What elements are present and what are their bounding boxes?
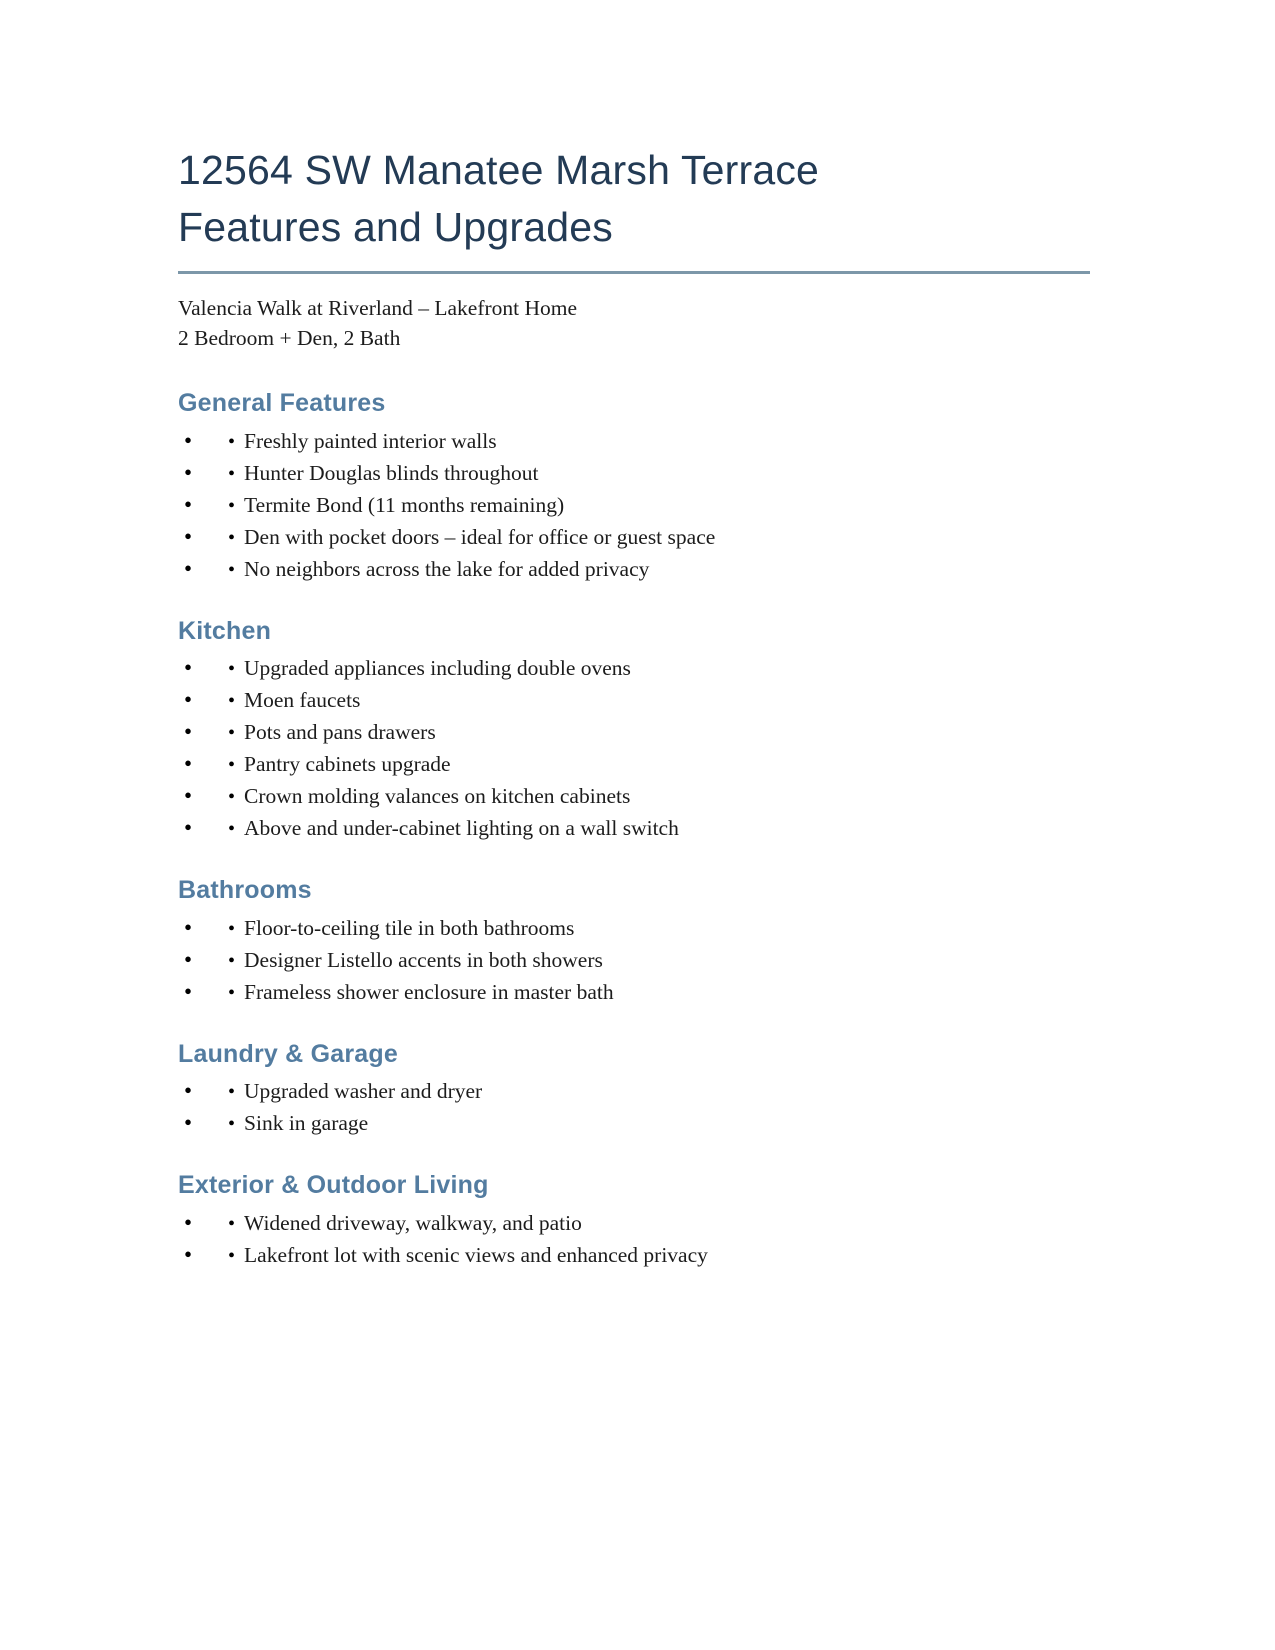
section-laundry-garage <box>178 1041 1090 1136</box>
list-item <box>178 1209 1090 1235</box>
inner-bullet-icon: • <box>228 462 236 485</box>
list-item <box>178 946 1090 972</box>
section-heading-bathrooms: Bathrooms <box>178 876 312 905</box>
inner-bullet-icon: • <box>228 1212 236 1235</box>
list-item-text: Termite Bond (11 months remaining) <box>244 492 565 517</box>
bullet-icon: • <box>184 751 193 777</box>
list-item-text: Above and under-cabinet lighting on a wall switch <box>244 816 679 841</box>
bullet-icon: • <box>184 946 193 972</box>
inner-bullet-icon: • <box>228 722 236 745</box>
list-item <box>178 1078 1090 1104</box>
list-item <box>178 491 1090 517</box>
section-kitchen <box>178 618 1090 841</box>
bullet-icon: • <box>184 1078 193 1104</box>
list-item-text: Floor-to-ceiling tile in both bathrooms <box>244 915 575 940</box>
list-item <box>178 555 1090 581</box>
inner-bullet-icon: • <box>228 430 236 453</box>
list-item-text: Upgraded appliances including double ovens <box>244 656 631 681</box>
list-item-text: Frameless shower enclosure in master bath <box>244 979 614 1004</box>
bullet-icon: • <box>184 459 193 485</box>
list-item <box>178 783 1090 809</box>
inner-bullet-icon: • <box>228 818 236 841</box>
bullet-icon: • <box>184 687 193 713</box>
section-general-features <box>178 390 1090 581</box>
bullet-icon: • <box>184 427 193 453</box>
bullet-icon: • <box>184 815 193 841</box>
list-item <box>178 1241 1090 1267</box>
feature-list <box>178 1078 1090 1136</box>
inner-bullet-icon: • <box>228 494 236 517</box>
list-item <box>178 978 1090 1004</box>
document-subtitle <box>178 293 1090 353</box>
bullet-icon: • <box>184 719 193 745</box>
list-item-text: Pantry cabinets upgrade <box>244 752 451 777</box>
page-title <box>178 142 1090 274</box>
list-item <box>178 523 1090 549</box>
list-item-text: Lakefront lot with scenic views and enhanced privacy <box>244 1242 708 1267</box>
bullet-icon: • <box>184 783 193 809</box>
list-item-text: Pots and pans drawers <box>244 720 436 745</box>
inner-bullet-icon: • <box>228 558 236 581</box>
page-title-line1: 12564 SW Manatee Marsh Terrace <box>178 147 820 193</box>
list-item <box>178 914 1090 940</box>
section-heading-laundry-garage: Laundry & Garage <box>178 1039 398 1068</box>
list-item <box>178 687 1090 713</box>
inner-bullet-icon: • <box>228 1113 236 1136</box>
page-title-line2: Features and Upgrades <box>178 203 613 250</box>
inner-bullet-icon: • <box>228 754 236 777</box>
list-item <box>178 459 1090 485</box>
list-item-text: Freshly painted interior walls <box>244 428 497 453</box>
inner-bullet-icon: • <box>228 1081 236 1104</box>
list-item <box>178 751 1090 777</box>
subtitle-community: Valencia Walk at Riverland – Lakefront Home <box>178 296 578 321</box>
list-item-text: Crown molding valances on kitchen cabinets <box>244 784 631 809</box>
list-item-text: Upgraded washer and dryer <box>244 1079 483 1104</box>
bullet-icon: • <box>184 1110 193 1136</box>
inner-bullet-icon: • <box>228 690 236 713</box>
bullet-icon: • <box>184 523 193 549</box>
feature-list <box>178 914 1090 1004</box>
bullet-icon: • <box>184 555 193 581</box>
section-heading-exterior-outdoor-living: Exterior & Outdoor Living <box>178 1171 489 1200</box>
subtitle-layout: 2 Bedroom + Den, 2 Bath <box>178 326 401 351</box>
inner-bullet-icon: • <box>228 658 236 681</box>
bullet-icon: • <box>184 1209 193 1235</box>
section-heading-kitchen: Kitchen <box>178 616 272 645</box>
list-item <box>178 719 1090 745</box>
section-heading-general-features: General Features <box>178 389 386 418</box>
bullet-icon: • <box>184 1241 193 1267</box>
list-item <box>178 427 1090 453</box>
section-exterior-outdoor-living <box>178 1172 1090 1267</box>
list-item-text: Widened driveway, walkway, and patio <box>244 1210 582 1235</box>
list-item <box>178 655 1090 681</box>
list-item-text: Den with pocket doors – ideal for office or guest space <box>244 524 716 549</box>
list-item <box>178 815 1090 841</box>
bullet-icon: • <box>184 655 193 681</box>
feature-list <box>178 655 1090 841</box>
bullet-icon: • <box>184 491 193 517</box>
bullet-icon: • <box>184 914 193 940</box>
inner-bullet-icon: • <box>228 917 236 940</box>
section-bathrooms <box>178 877 1090 1004</box>
list-item-text: Moen faucets <box>244 688 361 713</box>
list-item-text: Sink in garage <box>244 1111 369 1136</box>
inner-bullet-icon: • <box>228 981 236 1004</box>
bullet-icon: • <box>184 978 193 1004</box>
list-item-text: No neighbors across the lake for added privacy <box>244 556 650 581</box>
feature-list <box>178 1209 1090 1267</box>
feature-list <box>178 427 1090 581</box>
inner-bullet-icon: • <box>228 949 236 972</box>
list-item-text: Designer Listello accents in both showers <box>244 947 603 972</box>
inner-bullet-icon: • <box>228 786 236 809</box>
list-item <box>178 1110 1090 1136</box>
inner-bullet-icon: • <box>228 526 236 549</box>
inner-bullet-icon: • <box>228 1244 236 1267</box>
list-item-text: Hunter Douglas blinds throughout <box>244 460 539 485</box>
